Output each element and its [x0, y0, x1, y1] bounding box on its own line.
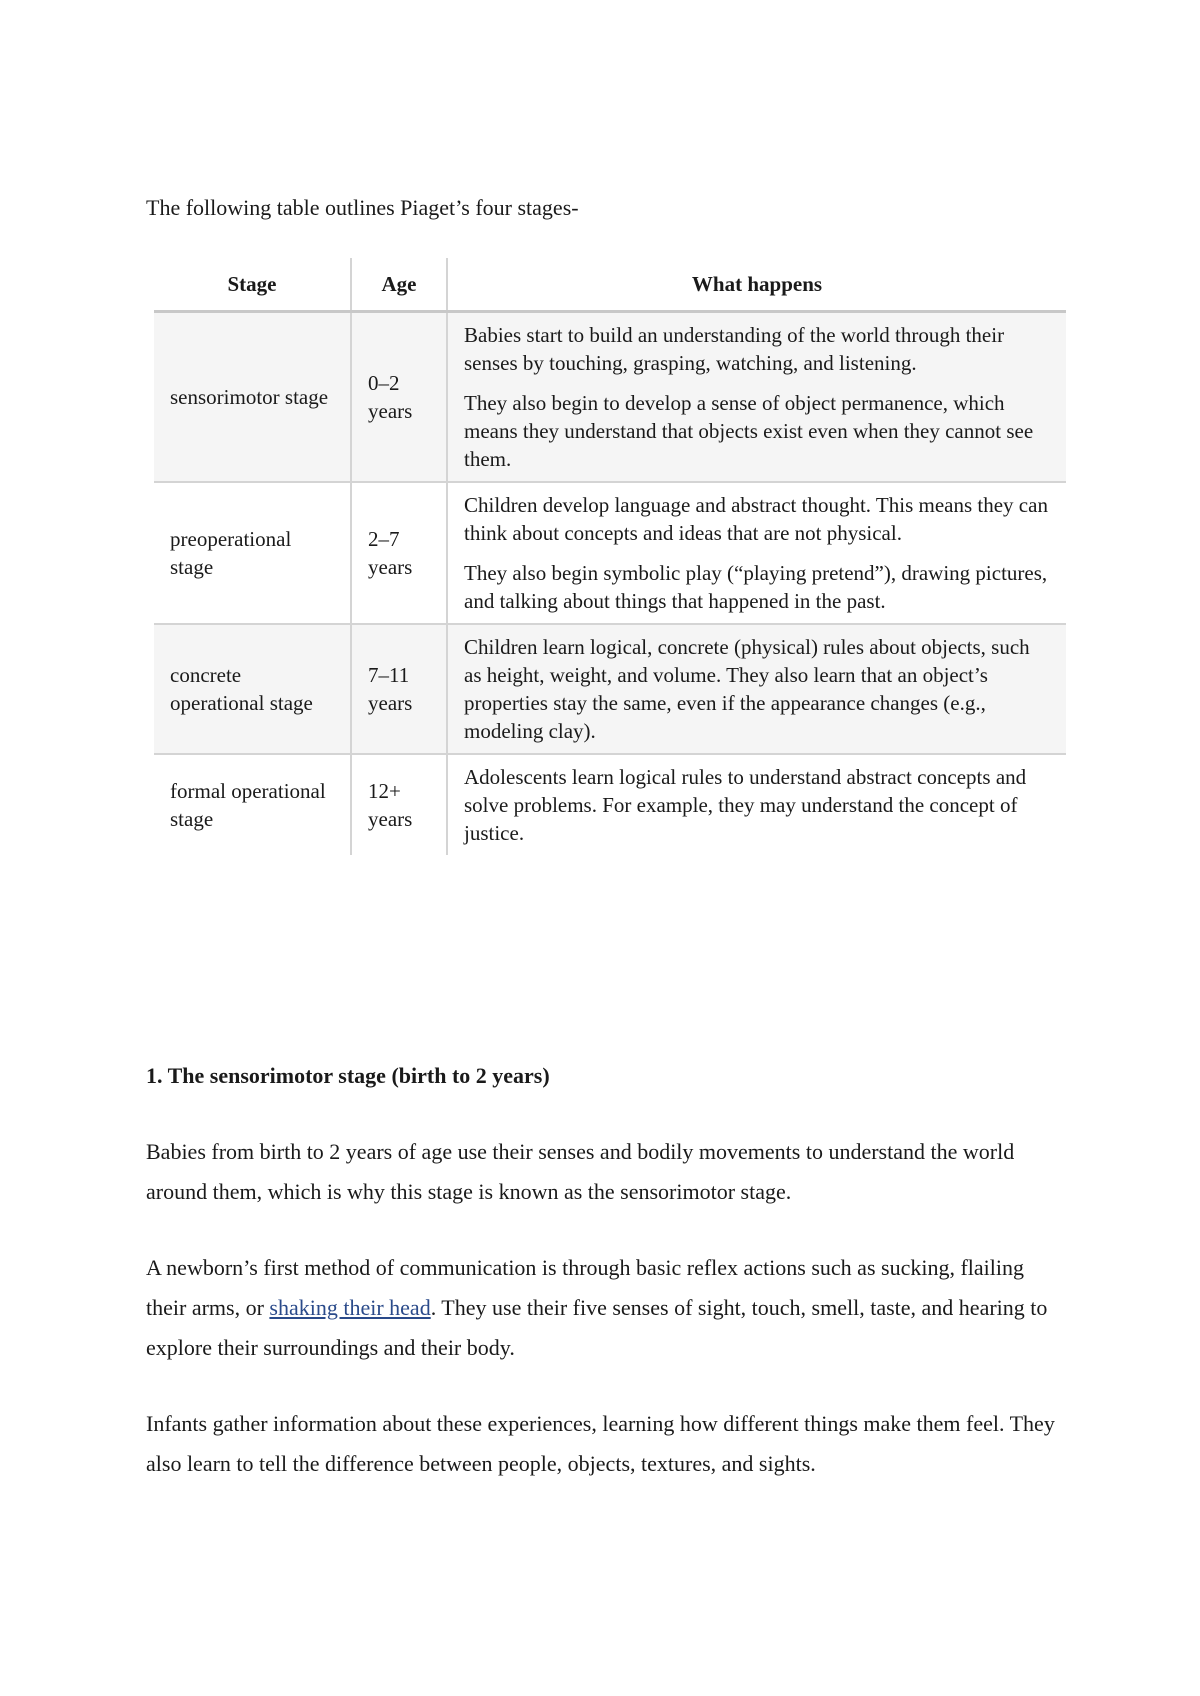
body-paragraph: Babies from birth to 2 years of age use their senses and bodily movements to understand the world around them, which is why this stage is known as the sensorimotor stage.: [146, 1139, 1015, 1204]
stage-cell: preoperational stage: [154, 482, 351, 624]
section-heading: 1. The sensorimotor stage (birth to 2 years): [146, 1063, 550, 1088]
stage-cell: formal operational stage: [170, 779, 326, 831]
age-cell: 7–11 years: [351, 624, 447, 754]
what-happens-paragraph: They also begin symbolic play (“playing pretend”), drawing pictures, and talking about things that happened in the past.: [464, 561, 1048, 613]
what-happens-paragraph: Children develop language and abstract thought. This means they can think about concepts and ideas that are not physical.: [464, 493, 1048, 545]
what-happens-paragraph: Children learn logical, concrete (physical) rules about objects, such as height, weight, and volume. They also learn that an object’s properties stay the same, even if the appearance changes (e.g., modeling clay).: [464, 635, 1030, 743]
what-happens-cell: [447, 312, 1066, 483]
what-happens-paragraph: Babies start to build an understanding of the world through their senses by touching, grasping, watching, and listening.: [464, 323, 1005, 375]
what-happens-cell: [447, 624, 1066, 754]
age-cell: 12+ years: [351, 754, 447, 855]
what-happens-cell: [447, 754, 1066, 855]
paragraph-text: A newborn’s first method of communication is through basic reflex actions such as sucking, flailing their arms, or: [146, 1255, 1024, 1320]
stage-cell: sensorimotor stage: [154, 312, 351, 483]
body-paragraph-with-link: [146, 1248, 1066, 1368]
table-row: [154, 312, 1066, 483]
stage-cell: concrete operational stage: [154, 624, 351, 754]
age-cell: 2–7 years: [351, 482, 447, 624]
header-stage: Stage: [154, 258, 351, 312]
age-cell: 0–2 years: [351, 312, 447, 483]
what-happens-cell: [447, 482, 1066, 624]
what-happens-paragraph: Adolescents learn logical rules to understand abstract concepts and solve problems. For example, they may understand the concept of justice.: [464, 765, 1027, 845]
header-what-happens: What happens: [447, 258, 1066, 312]
table-header-row: [154, 258, 1066, 312]
what-happens-paragraph: They also begin to develop a sense of object permanence, which means they understand that objects exist even when they cannot see them.: [464, 391, 1034, 471]
table-row: [154, 482, 1066, 624]
body-paragraph: Infants gather information about these experiences, learning how different things make them feel. They also learn to tell the difference between people, objects, textures, and sights.: [146, 1411, 1055, 1476]
header-age: Age: [351, 258, 447, 312]
table-row: [154, 754, 1066, 855]
shaking-their-head-link[interactable]: shaking their head: [269, 1295, 431, 1320]
paragraph-text: . They use their five senses of sight, touch, smell, taste, and hearing to explore their surroundings and their body.: [146, 1295, 1048, 1360]
piaget-stages-table: [154, 258, 1066, 855]
table-row: [154, 624, 1066, 754]
intro-text: The following table outlines Piaget’s four stages-: [146, 195, 579, 220]
